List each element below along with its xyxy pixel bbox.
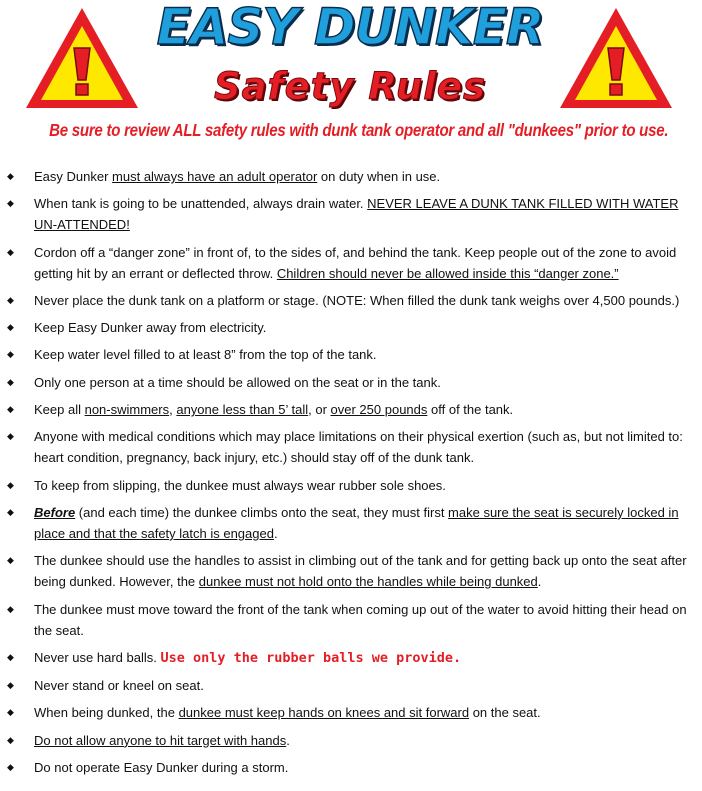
diamond-bullet-icon: ◆ xyxy=(7,294,14,305)
rule-item: ◆ When being dunked, the dunkee must keep hands on knees and sit forward on the seat. xyxy=(0,702,702,723)
diamond-bullet-icon: ◆ xyxy=(7,680,14,691)
warning-triangle-icon xyxy=(556,4,676,112)
rule-item: ◆ Do not operate Easy Dunker during a storm. xyxy=(0,757,702,778)
diamond-bullet-icon: ◆ xyxy=(7,479,14,490)
diamond-bullet-icon: ◆ xyxy=(7,555,14,566)
diamond-bullet-icon: ◆ xyxy=(7,376,14,387)
diamond-bullet-icon: ◆ xyxy=(7,762,14,773)
diamond-bullet-icon: ◆ xyxy=(7,506,14,517)
rule-item: ◆ When tank is going to be unattended, always drain water. NEVER LEAVE A DUNK TANK FILLED WITH WATER UN-ATTENDED! xyxy=(0,193,702,235)
rule-item: ◆ Cordon off a “danger zone” in front of, to the sides of, and behind the tank. Keep people out of the zone to avoid getting hit by an errant or deflected throw. Children should never be allowed inside this “danger zone.” xyxy=(0,242,702,284)
rule-item: ◆ Keep all non-swimmers, anyone less than 5’ tall, or over 250 pounds off of the tank. xyxy=(0,399,702,420)
diamond-bullet-icon: ◆ xyxy=(7,404,14,415)
diamond-bullet-icon: ◆ xyxy=(7,431,14,442)
warning-triangle-icon xyxy=(22,4,142,112)
rule-item: ◆ Never stand or kneel on seat. xyxy=(0,675,702,696)
rule-item: ◆ Easy Dunker must always have an adult operator on duty when in use. xyxy=(0,166,702,187)
diamond-bullet-icon: ◆ xyxy=(7,734,14,745)
rule-item: ◆ The dunkee must move toward the front of the tank when coming up out of the water to avoid hitting their head on the seat. xyxy=(0,599,702,641)
rule-item: ◆ Keep water level filled to at least 8” from the top of the tank. xyxy=(0,344,702,365)
diamond-bullet-icon: ◆ xyxy=(7,707,14,718)
page-title: EASY DUNKER xyxy=(156,0,544,56)
safety-rules-list xyxy=(0,166,702,784)
diamond-bullet-icon: ◆ xyxy=(7,651,14,662)
rule-item: ◆ Keep Easy Dunker away from electricity. xyxy=(0,317,702,338)
review-note: Be sure to review ALL safety rules with dunk tank operator and all "dunkees" prior to use. xyxy=(49,120,669,140)
rule-item: ◆ Do not allow anyone to hit target with hands. xyxy=(0,730,702,751)
rubber-balls-warning: Use only the rubber balls we provide. xyxy=(160,649,462,666)
diamond-bullet-icon: ◆ xyxy=(7,198,14,209)
rule-item: ◆ Never place the dunk tank on a platform or stage. (NOTE: When filled the dunk tank weighs over 4,500 pounds.) xyxy=(0,290,702,311)
diamond-bullet-icon: ◆ xyxy=(7,171,14,181)
diamond-bullet-icon: ◆ xyxy=(7,246,14,257)
rule-item: ◆ The dunkee should use the handles to assist in climbing out of the tank and for getting back up onto the seat after being dunked. However, the dunkee must not hold onto the handles while being dunked. xyxy=(0,550,702,592)
header xyxy=(0,0,702,150)
diamond-bullet-icon: ◆ xyxy=(7,603,14,614)
diamond-bullet-icon: ◆ xyxy=(7,322,14,333)
diamond-bullet-icon: ◆ xyxy=(7,349,14,360)
page-subtitle: Safety Rules xyxy=(213,65,487,108)
rule-item: ◆ Before (and each time) the dunkee climbs onto the seat, they must first make sure the seat is securely locked in place and that the safety latch is engaged. xyxy=(0,502,702,544)
rule-item: ◆ Only one person at a time should be allowed on the seat or in the tank. xyxy=(0,372,702,393)
rule-item: ◆ Never use hard balls. Use only the rubber balls we provide. xyxy=(0,647,702,669)
rule-item: ◆ Anyone with medical conditions which may place limitations on their physical exertion (such as, but not limited to: heart condition, pregnancy, back injury, etc.) should stay off of the dunk tank. xyxy=(0,426,702,468)
rule-item: ◆ To keep from slipping, the dunkee must always wear rubber sole shoes. xyxy=(0,475,702,496)
